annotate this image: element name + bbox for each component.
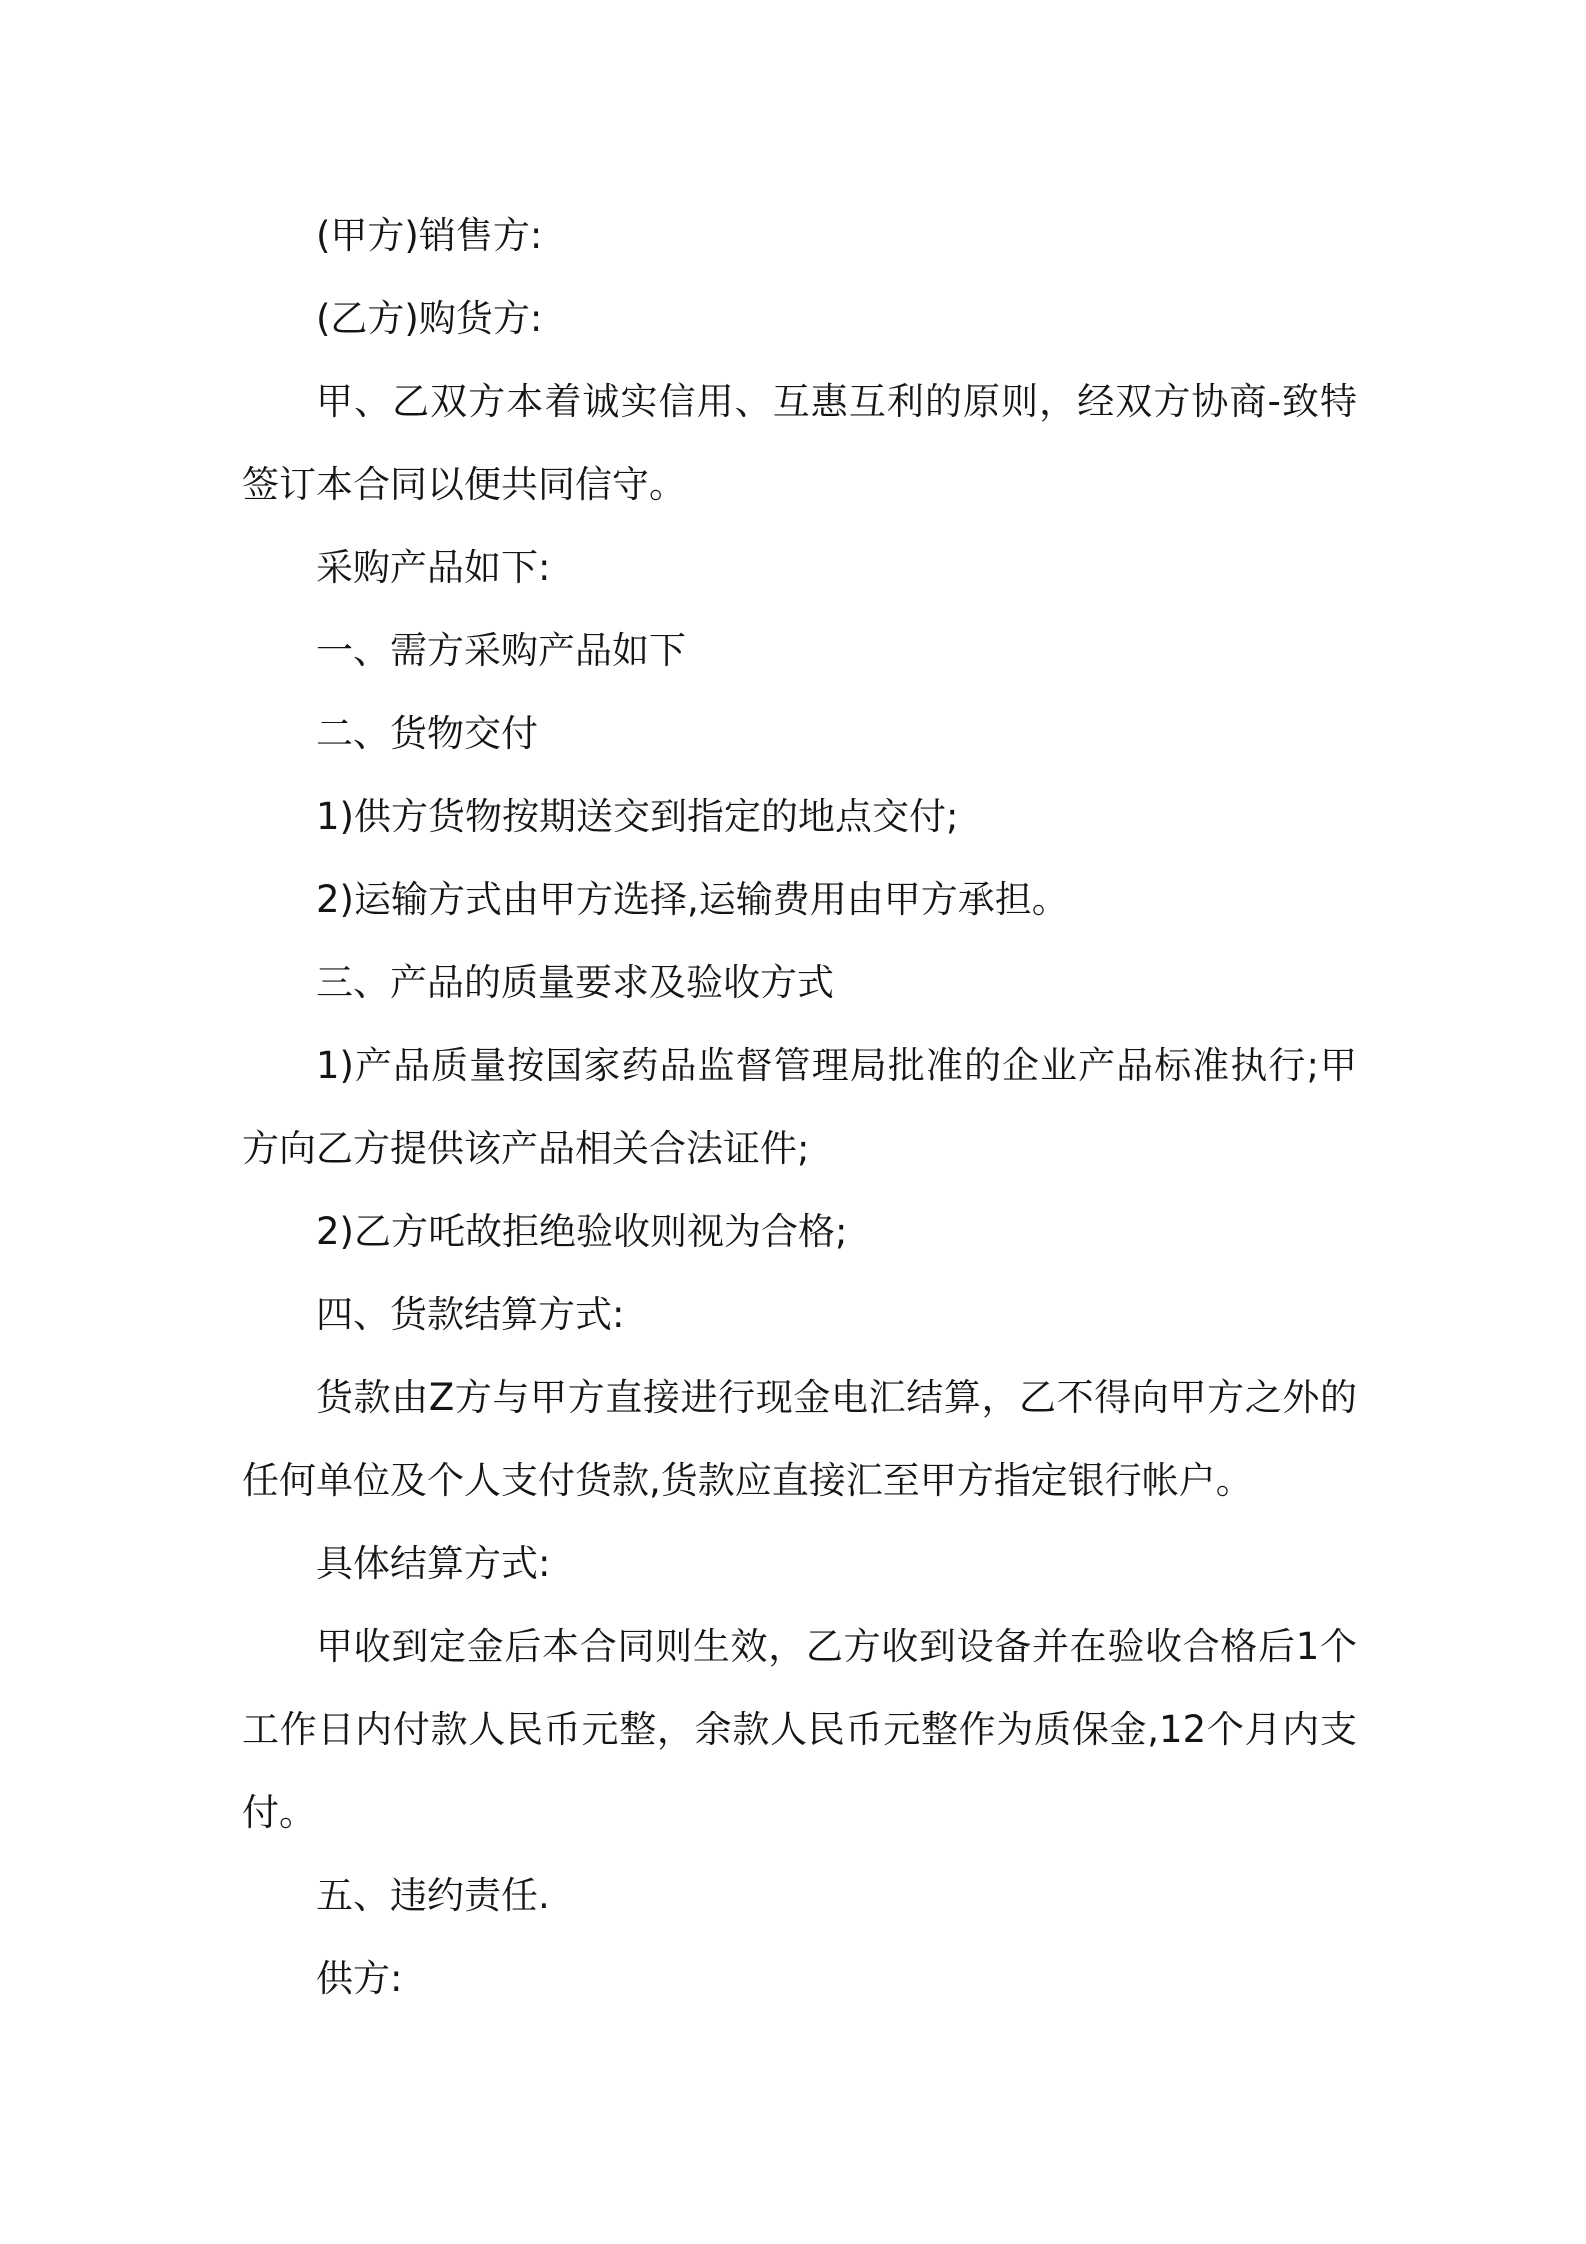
section-3-heading: 三、产品的质量要求及验收方式 [316,961,834,1004]
party-a-line: (甲方)销售方: [316,214,543,257]
document-body [242,194,1357,2020]
section-4-heading: 四、货款结算方式: [316,1293,625,1336]
party-b-line: (乙方)购货方: [316,297,543,340]
section-5-heading: 五、违约责任. [316,1874,550,1917]
settlement-paragraph: 甲收到定金后本合同则生效，乙方收到设备并在验收合格后1个工作日内付款人民币元整，余款人民币元整作为质保金,12个月内支付。 [242,1625,1357,1834]
section-2-heading: 二、货物交付 [316,712,538,755]
section-1-heading: 一、需方采购产品如下 [316,629,686,672]
quality-item-2: 2)乙方吒故拒绝验收则视为合格; [316,1210,848,1253]
settlement-heading: 具体结算方式: [316,1542,551,1585]
payment-paragraph: 货款由Z方与甲方直接进行现金电汇结算，乙不得向甲方之外的任何单位及个人支付货款,货款应直接汇至甲方指定银行帐户。 [242,1376,1357,1502]
delivery-item-1: 1)供方货物按期送交到指定的地点交付; [316,795,959,838]
preamble-paragraph: 甲、乙双方本着诚实信用、互惠互利的原则，经双方协商-致特签订本合同以便共同信守。 [242,380,1357,506]
supplier-line: 供方: [316,1957,403,2000]
products-intro: 采购产品如下: [316,546,551,589]
delivery-item-2: 2)运输方式由甲方选择,运输费用由甲方承担。 [316,878,1069,921]
quality-item-1: 1)产品质量按国家药品监督管理局批准的企业产品标准执行;甲方向乙方提供该产品相关合法证件; [242,1044,1357,1170]
